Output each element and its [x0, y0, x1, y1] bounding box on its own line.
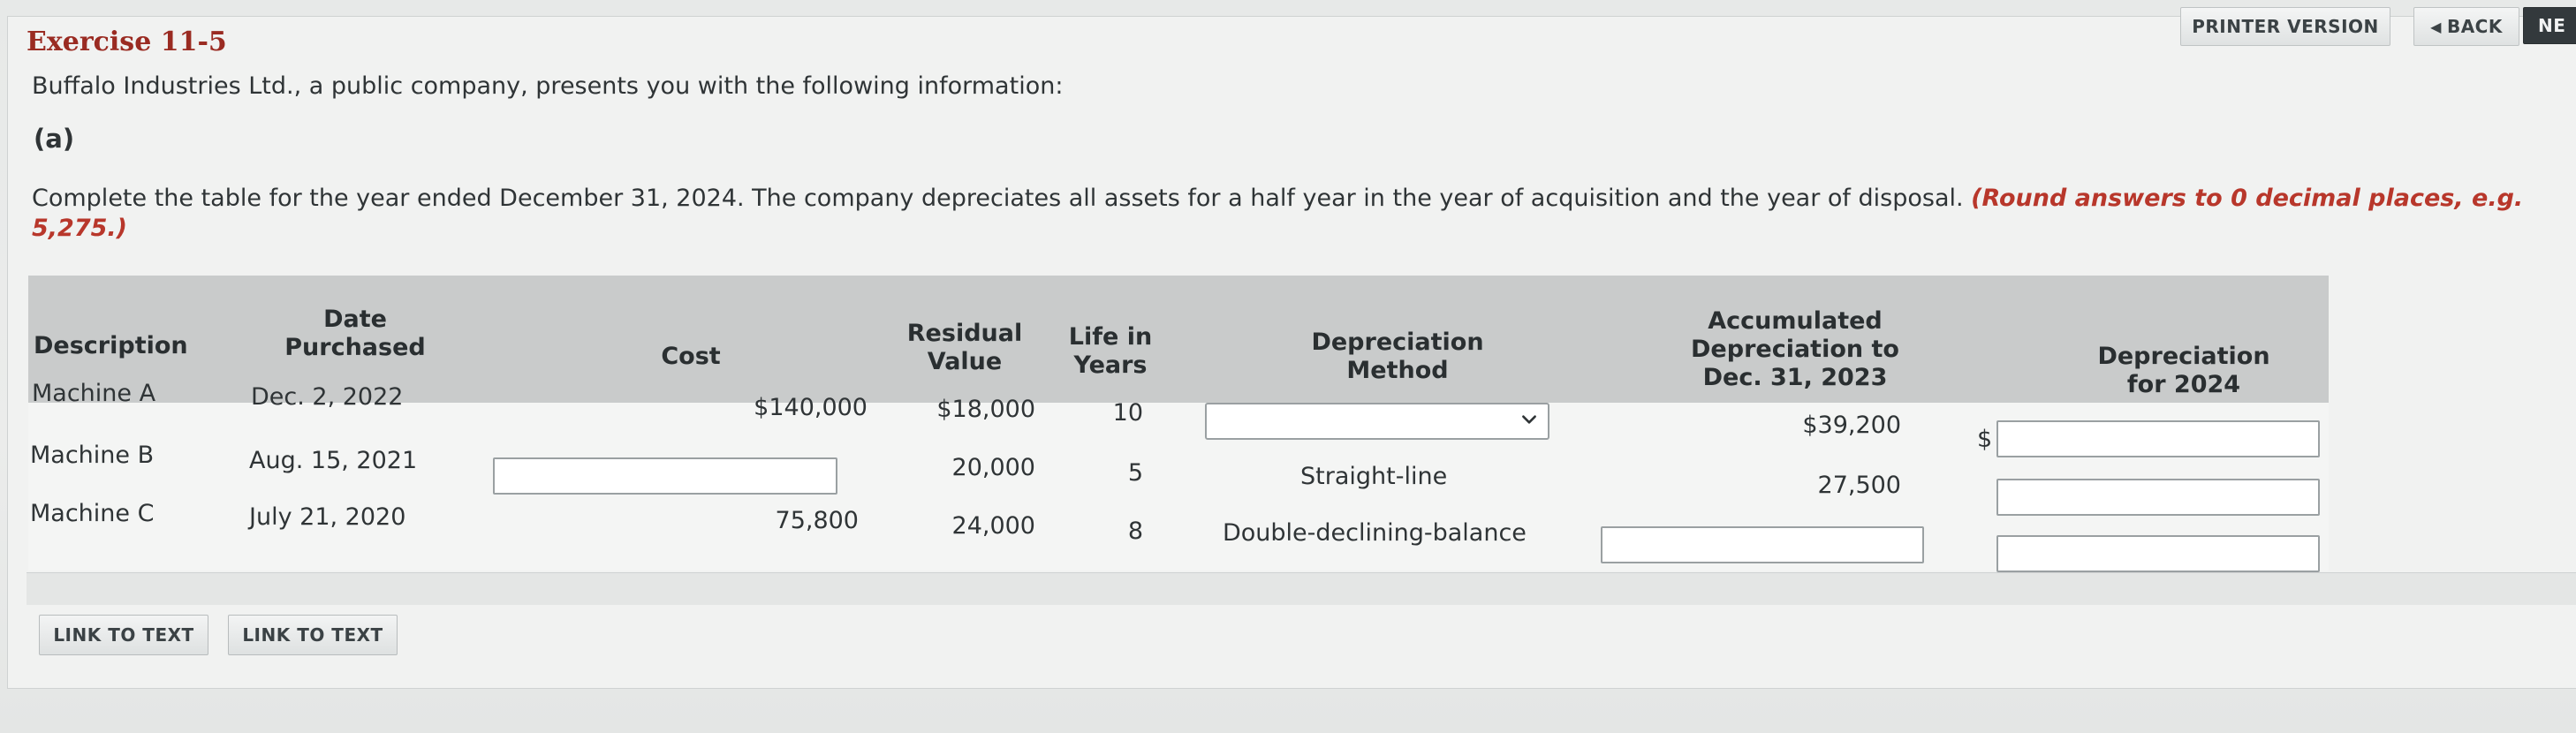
header-residual-line1: Residual	[906, 320, 1023, 347]
header-residual-value	[876, 320, 1053, 376]
intro-text: Buffalo Industries Ltd., a public company, presents you with the following information:	[32, 72, 1064, 100]
row-c-cost: 75,800	[775, 507, 859, 534]
row-b-accumulated: 27,500	[1817, 472, 1901, 499]
link-to-text-label-1: LINK TO TEXT	[53, 624, 194, 646]
row-a-accumulated: $39,200	[1802, 412, 1901, 439]
chevron-left-icon: ◀	[2430, 18, 2442, 35]
row-b-depreciation-2024-input[interactable]	[1996, 479, 2320, 516]
row-a-cost: $140,000	[754, 394, 868, 421]
row-a-life: 10	[1112, 399, 1143, 427]
row-a-depreciation-2024-input[interactable]	[1996, 420, 2320, 457]
row-b-cost-input[interactable]	[493, 457, 837, 495]
link-to-text-button-1[interactable]	[39, 615, 208, 655]
printer-version-label: PRINTER VERSION	[2192, 16, 2379, 37]
header-accumulated-depreciation	[1618, 307, 1972, 392]
rounding-note: (Round answers to 0 decimal places, e.g. 5,275.)	[32, 185, 2524, 242]
row-c-life: 8	[1127, 518, 1143, 545]
header-date-line1: Date	[323, 306, 387, 333]
row-c-description: Machine C	[30, 500, 155, 527]
row-c-depreciation-2024-input[interactable]	[1996, 535, 2320, 572]
header-description: Description	[34, 332, 188, 359]
row-c-accumulated-input[interactable]	[1601, 526, 1924, 563]
chevron-down-icon	[1519, 410, 1539, 429]
header-dep-line1: Depreciation	[2097, 343, 2270, 370]
next-label: NE	[2538, 15, 2566, 36]
next-button[interactable]	[2523, 7, 2576, 44]
header-life-in-years	[1044, 323, 1177, 380]
header-life-line2: Years	[1073, 351, 1148, 379]
row-b-life: 5	[1127, 459, 1143, 487]
part-label: (a)	[34, 124, 75, 154]
header-cost: Cost	[661, 343, 721, 370]
back-button[interactable]	[2413, 7, 2519, 46]
link-to-text-label-2: LINK TO TEXT	[242, 624, 383, 646]
row-a-dollar-sign: $	[1977, 426, 1993, 453]
header-method-line2: Method	[1346, 357, 1449, 384]
exercise-title: Exercise 11-5	[27, 26, 227, 57]
header-accum-line2: Depreciation to	[1691, 336, 1899, 363]
header-depreciation-2024	[2016, 343, 2352, 399]
row-c-residual: 24,000	[951, 512, 1035, 540]
row-c-method: Double-declining-balance	[1223, 519, 1527, 547]
table-footer-bar	[27, 572, 2576, 605]
header-accum-line3: Dec. 31, 2023	[1702, 364, 1888, 391]
row-b-date: Aug. 15, 2021	[249, 447, 418, 474]
header-residual-line2: Value	[927, 348, 1003, 375]
row-b-method: Straight-line	[1300, 463, 1448, 490]
row-a-description: Machine A	[32, 380, 156, 407]
header-date-line2: Purchased	[284, 334, 426, 361]
link-to-text-button-2[interactable]	[228, 615, 398, 655]
row-a-date: Dec. 2, 2022	[251, 383, 404, 411]
instructions	[32, 184, 2558, 244]
header-depreciation-method	[1239, 329, 1557, 385]
back-label: BACK	[2446, 16, 2503, 37]
row-c-date: July 21, 2020	[249, 503, 406, 531]
row-a-residual: $18,000	[936, 396, 1035, 423]
header-method-line1: Depreciation	[1311, 329, 1484, 356]
printer-version-button[interactable]	[2180, 7, 2390, 46]
header-dep-line2: for 2024	[2126, 371, 2241, 398]
row-b-description: Machine B	[30, 442, 155, 469]
header-date-purchased	[249, 306, 461, 362]
row-a-depreciation-method-select[interactable]	[1205, 403, 1549, 440]
instructions-text: Complete the table for the year ended December 31, 2024. The company depreciates all assets for a half year in the year of acquisition and the year of disposal.	[32, 185, 1964, 212]
row-b-residual: 20,000	[951, 454, 1035, 481]
header-life-line1: Life in	[1068, 323, 1153, 351]
header-accum-line1: Accumulated	[1708, 307, 1883, 335]
